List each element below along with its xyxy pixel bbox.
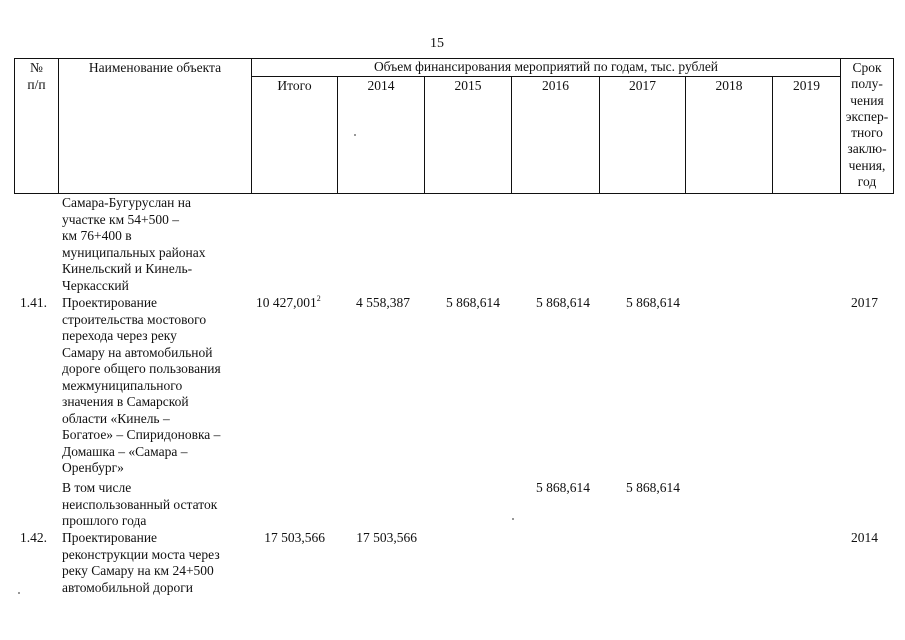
header-year-2016: 2016 bbox=[542, 78, 569, 93]
row-1-42-total: 17 503,566 bbox=[264, 530, 325, 545]
row-1-41-total-footnote: 2 bbox=[316, 294, 321, 303]
header-year-2018: 2018 bbox=[715, 78, 743, 93]
page-number: 15 bbox=[430, 36, 444, 51]
row-1-42-name: Проектирование реконструкции моста через реку Самару на км 24+500 автомобильной дороги bbox=[62, 530, 220, 595]
row-1-41-2017: 5 868,614 bbox=[626, 295, 680, 310]
scan-speck bbox=[512, 518, 514, 520]
header-year-2015: 2015 bbox=[454, 78, 482, 93]
header-funding: Объем финансирования мероприятий по годам, тыс. рублей bbox=[373, 59, 719, 74]
scan-speck bbox=[354, 134, 356, 136]
row-including-2017: 5 868,614 bbox=[626, 480, 680, 495]
header-total: Итого bbox=[277, 78, 312, 93]
header-year-2017: 2017 bbox=[629, 78, 656, 93]
row-1-41-number: 1.41. bbox=[20, 295, 47, 310]
header-object-name: Наименование объекта bbox=[88, 60, 222, 75]
row-1-41-2015: 5 868,614 bbox=[446, 295, 500, 310]
row-1-41-term: 2017 bbox=[851, 295, 878, 310]
header-year-2019: 2019 bbox=[793, 78, 820, 93]
row-1-42-term: 2014 bbox=[851, 530, 878, 545]
row-1-42-2014: 17 503,566 bbox=[356, 530, 417, 545]
row-1-41-2016: 5 868,614 bbox=[536, 295, 590, 310]
header-term: Срок полу- чения экспер- тного заклю- чения, год bbox=[845, 60, 889, 190]
scan-speck bbox=[18, 592, 20, 594]
row-1-41-total: 10 427,001$^2$ bbox=[256, 294, 321, 310]
row-including-name: В том числе неиспользованный остаток прошлого года bbox=[62, 480, 218, 528]
row-including-2016: 5 868,614 bbox=[536, 480, 590, 495]
row-1-41-name: Проектирование строительства мостового перехода через реку Самару на автомобильной дороге общего пользования межмуниципального значения в Самарской области «Кинель – Богатое» – Спиридоновка – Домашка – «Самара – Оренбург» bbox=[62, 295, 221, 475]
continued-object-name: Самара-Бугуруслан на участке км 54+500 – км 76+400 в муниципальных районах Кинельский и Кинель- Черкасский bbox=[62, 195, 206, 293]
header-year-2014: 2014 bbox=[367, 78, 395, 93]
header-number: № п/п bbox=[27, 60, 46, 92]
row-1-41-2014: 4 558,387 bbox=[356, 295, 410, 310]
row-1-42-number: 1.42. bbox=[20, 530, 47, 545]
